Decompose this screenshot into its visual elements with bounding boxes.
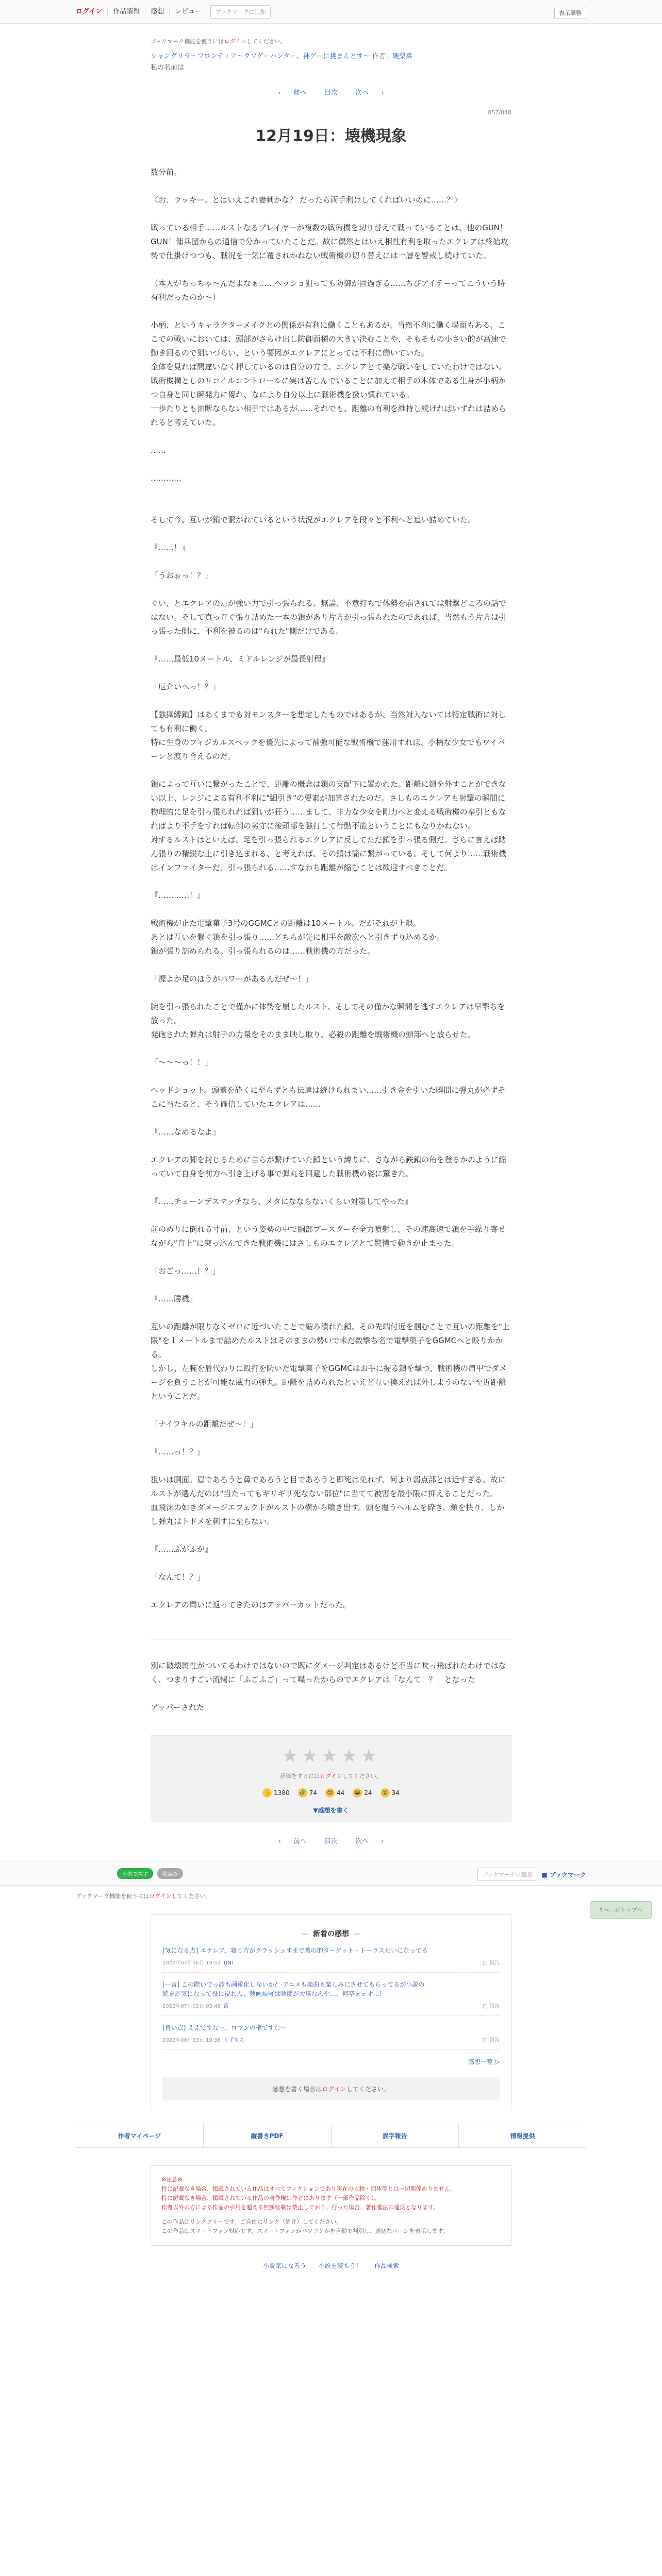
reaction-button[interactable] bbox=[380, 1788, 400, 1798]
paragraph: 別に破壊属性がついてるわけではないので既にダメージ判定はあるけど不当に吹っ飛ばれたわけではなく、つまりすごい流暢に「ふごふご」って喋ったからのでエクレアは「なんて！？」となった bbox=[151, 1661, 506, 1684]
blank-line bbox=[151, 1209, 511, 1223]
blank-line bbox=[151, 1403, 511, 1417]
next-link[interactable]: 次へ › bbox=[355, 89, 384, 97]
bookmark-add-input-bottom[interactable]: ブックマークに追加 bbox=[477, 1868, 537, 1881]
bottom-bar bbox=[0, 1860, 662, 1886]
reaction-count: 74 bbox=[309, 1789, 317, 1797]
review-user-link[interactable]: 霞 bbox=[223, 2004, 229, 2009]
paragraph: 前のめりに倒れる寸前、という姿勢の中で胴部ブースターを全力噴射し、その速高速で鎖を手繰り寄せながら"直上"に突っ込んできた戦術機にはさしものエクレアとて驚愕で動きが止まった。 bbox=[151, 1225, 506, 1248]
paragraph: 『……っ！？』 bbox=[151, 1447, 205, 1456]
review-date: 2022年06月23日 19:38 bbox=[162, 2038, 221, 2043]
notice-box bbox=[151, 2165, 511, 2246]
review-item bbox=[162, 1973, 500, 2016]
prev-link[interactable]: ‹ 前へ bbox=[278, 89, 307, 97]
rating-star-icon[interactable]: ★ bbox=[282, 1745, 302, 1767]
toc-link-bottom[interactable]: 目次 bbox=[324, 1838, 338, 1845]
bookmark-login-link-bottom[interactable]: ログイン bbox=[149, 1893, 172, 1900]
paragraph: 数分前。 bbox=[151, 167, 182, 177]
reaction-count: 34 bbox=[391, 1789, 400, 1797]
blank-line bbox=[151, 527, 511, 541]
paragraph: 互いの距離が限りなくゼロに近づいたことで縮み潰れた鎖。その先端付近を掴むことで互いの距離を"上限"を１メートルまで詰めたルストはそのままの勢いで未だ数撃ち名で電撃菓子をGGMCへと殴りかかる。 bbox=[151, 1322, 510, 1359]
episode-title: 12月19日：壊機現象 bbox=[255, 127, 407, 145]
blank-line bbox=[151, 1431, 511, 1445]
impressions-link[interactable]: 感想 bbox=[145, 8, 170, 16]
blank-line bbox=[151, 1070, 511, 1083]
footer-link[interactable]: 縦書きPDF bbox=[204, 2124, 332, 2147]
blank-line bbox=[151, 666, 511, 680]
paragraph: エクレアの脚を封じるために自らが繋げていた鎖という縛りに、さながら鉄鎖の角を登るかのように縮っていて自身を前方へ引き上げる事で弾丸を回避した戦術機の姿に驚きた。 bbox=[151, 1155, 507, 1178]
blank-line bbox=[151, 1139, 511, 1153]
paragraph: 「厄介いへっ！？」 bbox=[151, 682, 221, 691]
blank-line bbox=[151, 1181, 511, 1195]
footer-link[interactable]: 作者マイページ bbox=[76, 2124, 204, 2147]
reaction-count: 24 bbox=[364, 1789, 372, 1797]
series-title-link[interactable]: シャングリラ・フロンティア〜クソゲーハンター、神ゲーに挑まんとす〜 bbox=[151, 53, 370, 60]
blank-line bbox=[151, 638, 511, 652]
paragraph: 鎖によって互いに繋がったことで、距離の概念は鎖の支配下に置かれた。距離に鎖を外すことができない以上、レンジによる有利不利に"細引き"の要素が加算されたのだ。さしものエクレアも射撃の瞬間に物理的に足を引っ張られれば狙いが狂う……まして、非力な少女を剛力へと変える戦術機の奉引ともなればより不手をすれば転倒の劣守に後頭部を強打して行動不能ということにもなりかねない。 bbox=[151, 779, 506, 831]
paragraph: 「～～～っ！！」 bbox=[151, 1058, 213, 1067]
novel-body bbox=[151, 165, 511, 1612]
blank-line bbox=[151, 1111, 511, 1125]
blank-line bbox=[151, 1278, 511, 1292]
reaction-count: 44 bbox=[336, 1789, 345, 1797]
chevron-left-icon: ‹ bbox=[278, 1838, 281, 1845]
paragraph: 一歩たりとも油断ならない相手ではあるが……それでも、距離の有利を維持し続ければいずれは詰められると考えていた。 bbox=[151, 404, 507, 427]
rating-star-icon[interactable]: ★ bbox=[360, 1745, 380, 1767]
review-meta bbox=[162, 2002, 500, 2009]
review-user-link[interactable]: UNI bbox=[223, 1960, 233, 1966]
pager-bottom bbox=[151, 1822, 511, 1860]
reviews-header: — 新着の感想 — bbox=[302, 1930, 360, 1938]
review-title-link[interactable]: [良い点] ええですなー、ロマンの権ですな〜 bbox=[162, 2024, 287, 2031]
review-report-link[interactable]: □ 報告 bbox=[483, 2004, 500, 2009]
blank-line bbox=[151, 694, 511, 708]
paragraph: あとは互いを繋ぐ鎖を引っ張り……どちらが先に相手を敵次へと引きずり込めるか。 bbox=[151, 933, 445, 942]
paragraph: 『……勝機』 bbox=[151, 1294, 197, 1303]
blank-line bbox=[151, 555, 511, 569]
paragraph: エクレアの問いに返ってきたのはアッパーカットだった。 bbox=[151, 1600, 351, 1609]
back-to-top-button[interactable]: ↑ページトップへ bbox=[590, 1901, 652, 1919]
reaction-emoji-icon: 🤣 bbox=[298, 1788, 307, 1798]
review-list bbox=[162, 1939, 500, 2050]
review-title-link[interactable]: [一言] この際いでっ診も画重化しないか？ アニメも楽曲も楽しみにさせてもらってるが小説の続きが気になって役に視れん、映画煩写は映度が大事なんや…、何卒ェェオ…！ bbox=[162, 1981, 425, 1997]
site-footer-links bbox=[76, 2261, 586, 2270]
review-title-link[interactable]: [気になる点] エクレア、寝り方がクラッシュすまで蓋の的ターゲット・トーラスたいになってる bbox=[162, 1947, 428, 1954]
top-bar bbox=[0, 0, 662, 24]
chevron-right-icon: › bbox=[381, 1838, 384, 1845]
rating-star-icon[interactable]: ★ bbox=[341, 1745, 361, 1767]
reviews-box bbox=[151, 1914, 511, 2110]
bookmark-login-link[interactable]: ログイン bbox=[224, 38, 246, 45]
chevron-left-icon: ‹ bbox=[278, 89, 281, 97]
chevron-right-icon: › bbox=[381, 89, 384, 97]
paragraph: 戦っている相手……ルストなるプレイヤーが複数の戦術機を切り替えて戦っていることは、他のGUN！GUN！傭兵団からの通信で分かっていたことだ。故に偶然とはいえ相性有利を取ったエクレアは終始攻勢で仕掛けつつも、戦況を一気に覆されかねない戦術機の切り替えには一層を警戒し続けていた。 bbox=[151, 223, 508, 260]
rating-login-link[interactable]: ログイン bbox=[320, 1773, 342, 1780]
paragraph: 戦術機が止た電撃菓子3号のGGMCとの距離は10メートル。だがそれが上限。 bbox=[151, 919, 421, 928]
reviews-more-link[interactable]: 感想一覧 ▷ bbox=[468, 2058, 500, 2065]
blank-line bbox=[151, 304, 511, 318]
site-footer-link[interactable]: 小説家になろう bbox=[262, 2262, 306, 2269]
blank-line bbox=[151, 583, 511, 597]
blank-line bbox=[151, 1250, 511, 1264]
toc-link[interactable]: 目次 bbox=[324, 89, 338, 97]
review-login-note: 感想を書く場合はログインしてください。 bbox=[162, 2077, 500, 2100]
notice-red-line: 作者以外の方による作品の引用を超える無断転載は禁止しており、行った場合、著作権法の違反となります。 bbox=[161, 2204, 439, 2211]
vertical-read-pill[interactable]: 縦読み bbox=[157, 1868, 183, 1879]
review-link[interactable]: レビュー bbox=[170, 8, 207, 16]
search-novel-pill[interactable]: 小説で探す bbox=[117, 1868, 153, 1879]
chapter-subtitle: 私の名前は bbox=[151, 64, 185, 72]
blank-line bbox=[151, 1584, 511, 1598]
paragraph: 〈お、ラッキー。とはいえこれ妻刺かな？ だったら両手利けしてくればいいのに……？〉 bbox=[151, 195, 462, 205]
bookmark-login-note-bottom: ブックマーク機能を使うにはログインしてください。 bbox=[76, 1893, 211, 1900]
paragraph: 対するルストはといえば、足を引っ張られるエクレアに反してただ鎖を引っ張る側だ。さらに言えば踏ん張りの精鋭な上に引き込まれる、と考えれば、その鎖は簡に繋がっている。そして何より……戦術機はインファイターだ、引っ張られる……すなわち距離が縮むことは歓迎すべきことだ。 bbox=[151, 835, 507, 872]
blank-line bbox=[151, 903, 511, 917]
write-review-link[interactable]: ▼感想を書く bbox=[313, 1807, 349, 1814]
paragraph: 「おごっ……！？」 bbox=[151, 1266, 220, 1276]
blank-line bbox=[151, 430, 511, 444]
blank-line bbox=[151, 1529, 511, 1543]
rating-stars[interactable] bbox=[151, 1746, 511, 1767]
paragraph: 全体を見れば間違いなく押しているのは自分の方で、エクレアとて楽な戦いをしていたわけではない。戦術機構としのリコイルコントロールに実は苦しんでいることに加えて相手の本体である生身が小柄かつ自身と同じ瞬発力に優れ、なにより自分以上に戦術機を扱い慣れている。 bbox=[151, 362, 506, 399]
paragraph: 『…………！』 bbox=[151, 891, 205, 900]
paragraph: 『……ふがふが』 bbox=[151, 1545, 213, 1554]
notice-red-lines bbox=[161, 2184, 501, 2212]
footer-link[interactable]: 誤字報告 bbox=[332, 2124, 459, 2147]
paragraph: 「うおぉっ！？」 bbox=[151, 571, 213, 580]
reaction-button[interactable] bbox=[353, 1788, 372, 1798]
review-report-link[interactable]: □ 報告 bbox=[483, 2038, 500, 2043]
bookmark-button[interactable]: ■ ブックマーク bbox=[541, 1871, 586, 1878]
review-login-link[interactable]: ログイン bbox=[322, 2086, 346, 2093]
notice-line: この作品はリンクフリーです。ご自由にリンク（紹介）してください。 bbox=[161, 2218, 342, 2225]
paragraph: そして今、互いが鎖で繋がれているという状況がエクレアを段々と不利へと追い詰めていた。 bbox=[151, 515, 476, 524]
blank-line bbox=[151, 457, 511, 471]
blank-line bbox=[151, 485, 511, 499]
reaction-emoji-icon: 😭 bbox=[353, 1788, 362, 1798]
reaction-emoji-icon: 😢 bbox=[325, 1788, 335, 1798]
blank-line bbox=[151, 207, 511, 221]
paragraph: 狙いは胴面。眉であろうと鼻であろうと目であろうと即死は免れず、何より弱点部とは近すぎる。故にルストが選んだのは"当たってもギリギリ死なない部位"に当てて被害を最小限に抑えることだった。 bbox=[151, 1475, 506, 1498]
paragraph: 小柄、というキャラクターメイクとの関係が有利に働くこともあるが、当然不利に働く場面もある。ここでの戦いにおいては、頭部がさらけ出し防御面積の大きい決むことや、そもそもの小さい的が高速で動き回るので狙いづらい、という要因がエクレアにとっては不利に働いていた。 bbox=[151, 320, 506, 358]
paragraph: 発砲された弾丸は射手の力量をそのまま映し取り、必殺の距離を戦術機の頭部へと放らせた。 bbox=[151, 1030, 475, 1039]
rating-box bbox=[151, 1735, 511, 1822]
bookmark-login-note: ブックマーク機能を使うにはログインしてください。 bbox=[151, 38, 286, 45]
reaction-bar bbox=[151, 1788, 511, 1798]
blank-line bbox=[151, 1556, 511, 1570]
paragraph: 血飛沫の如きダメージエフェクトがルストの横から噴き出す。頭を覆うヘルムを砕き、頬を抉り、しかし弾丸はトドメを刺すに至らない。 bbox=[151, 1503, 505, 1526]
paragraph: 『……なめるなよ』 bbox=[151, 1127, 221, 1137]
next-link-bottom[interactable]: 次へ › bbox=[355, 1838, 384, 1845]
blank-line bbox=[151, 1042, 511, 1056]
reaction-emoji-icon: 😮 bbox=[380, 1788, 390, 1798]
paragraph: ぐい、とエクレアの足が強い力で引っ張られる。無論、不意打ちで体勢を崩されては射撃どころの話ではない。そして真っ直ぐ張り詰めた一本の鎖があり片方が引っ張られたのであれば、当然もう片方は引っ張った側に、不利を被るのは"られた"側だけである。 bbox=[151, 599, 507, 636]
review-meta bbox=[162, 1958, 500, 1966]
notice-lines bbox=[161, 2217, 501, 2236]
paragraph: ヘッドショット。頭蓋を砕くに至らずとも伝達は続けられまい……引き金を引いた瞬間に弾丸が必ずそこに当たると、そう確信していたエクレアは…… bbox=[151, 1086, 506, 1109]
paragraph: …… bbox=[151, 446, 166, 455]
blank-line bbox=[151, 1687, 511, 1701]
pager-top bbox=[151, 72, 511, 102]
blank-line bbox=[151, 1459, 511, 1473]
notice-red-line: 特に記載なき場合、掲載されている作品はすべてフィクションであり実在の人物・団体等とは一切関係ありません。 bbox=[161, 2185, 456, 2192]
paragraph: アッパーされた bbox=[151, 1703, 204, 1712]
bookmark-add-input[interactable]: ブックマークに追加 bbox=[210, 5, 270, 19]
reaction-button[interactable] bbox=[325, 1788, 344, 1798]
paragraph: 特に生身のフィジカルスペックを優先によって補強可能な戦術機で運用すれば、小柄な少女でもワイバーンと渡り合えるのだ。 bbox=[151, 738, 505, 761]
reaction-emoji-icon: 👍 bbox=[262, 1788, 272, 1798]
footer-link[interactable]: 情報提供 bbox=[510, 2132, 535, 2140]
blank-line bbox=[151, 986, 511, 1000]
footer-links bbox=[76, 2124, 586, 2148]
notice-heading: ※注意※ bbox=[161, 2176, 183, 2183]
paragraph: 『……チェーンデスマッチなら、メタになならないくらい対策してやった』 bbox=[151, 1197, 412, 1206]
paragraph: 『……！』 bbox=[151, 543, 190, 552]
blank-line bbox=[151, 499, 511, 513]
login-link[interactable]: ログイン bbox=[76, 8, 108, 16]
paragraph: 【強獄縛鎖】はあくまでも対モンスターを想定したものではあるが、当然対人ないては特定戦術に対しても有利に働く。 bbox=[151, 710, 506, 733]
notice-red-line: 特に記載なき場合、掲載されている作品の著作権は作者にあります（一部作品除く）。 bbox=[161, 2195, 380, 2201]
paragraph: しかし、左腕を盾代わりに殴打を防いだ電撃菓子をGGMCはお手に握る鎖を撃つ、戦術機の肩甲でダメージを負うことが可能な威力の弾丸。距離を詰められたといえど互い換えれば外しようのない至近距離ということだ。 bbox=[151, 1364, 507, 1401]
reaction-count: 1380 bbox=[274, 1789, 290, 1797]
blank-line bbox=[151, 263, 511, 277]
notice-line: この作品はスマートフォン対応です。スマートフォンかパソコンかを自動で判別し、適切なページを表示します。 bbox=[161, 2228, 449, 2234]
paragraph: 「ナイフキルの距離だぜ～！」 bbox=[151, 1419, 258, 1429]
paragraph: 『……最低10メートル、ミドルレンジが最長射程』 bbox=[151, 654, 329, 664]
reaction-button[interactable] bbox=[262, 1788, 290, 1798]
blank-line bbox=[151, 875, 511, 889]
review-item bbox=[162, 1939, 500, 1973]
series-info: シャングリラ・フロンティア〜クソゲーハンター、神ゲーに挑まんとす〜 作者：硬梨菜 bbox=[151, 53, 412, 60]
reaction-button[interactable] bbox=[298, 1788, 317, 1798]
rating-star-icon[interactable]: ★ bbox=[321, 1745, 341, 1767]
blank-line bbox=[151, 764, 511, 777]
blank-line bbox=[151, 179, 511, 193]
review-user-link[interactable]: くずもち bbox=[223, 2038, 244, 2043]
review-date: 2022年07月02日 03:48 bbox=[162, 2004, 221, 2009]
rating-login-note: 評価をするにはログインしてください。 bbox=[280, 1773, 382, 1780]
rating-star-icon[interactable]: ★ bbox=[301, 1745, 321, 1767]
blank-line bbox=[151, 958, 511, 972]
paragraph: 鎖が張り詰められる。引っ張られるのは……戦術機の方だった。 bbox=[151, 946, 375, 956]
prev-link-bottom[interactable]: ‹ 前へ bbox=[278, 1838, 307, 1845]
blank-line bbox=[151, 1306, 511, 1320]
paragraph: 腕を引っ張られたことで僅かに体勢を崩したルスト、そしてその僅かな瞬間を逃すエクレアは早撃ちを放った。 bbox=[151, 1002, 505, 1025]
episode-counter: 857/848 bbox=[488, 109, 511, 116]
author-link[interactable]: 硬梨菜 bbox=[392, 53, 412, 60]
review-date: 2022年07月06日 19:53 bbox=[162, 1960, 221, 1966]
afterword-body bbox=[151, 1659, 511, 1715]
paragraph: 「なんて！？」 bbox=[151, 1572, 205, 1582]
site-footer-link[interactable]: 作品検索 bbox=[374, 2262, 400, 2269]
review-meta bbox=[162, 2036, 500, 2043]
review-report-link[interactable]: □ 報告 bbox=[483, 1960, 500, 1966]
site-footer-link[interactable]: 小説を読もう！ bbox=[318, 2262, 362, 2269]
works-info-link[interactable]: 作品情報 bbox=[108, 8, 145, 16]
paragraph: ………… bbox=[151, 473, 181, 483]
review-item bbox=[162, 2016, 500, 2050]
paragraph: 「握よか足のほうがパワーがあるんだぜ～！」 bbox=[151, 974, 313, 984]
paragraph: （本人がちっちゃ～んだよなぁ……ヘッショ狙っても防御が固過ぎる……ちびアイテーってこういう時有利だったのか～） bbox=[151, 279, 505, 302]
display-settings-button[interactable]: 表示調整 bbox=[554, 7, 586, 19]
